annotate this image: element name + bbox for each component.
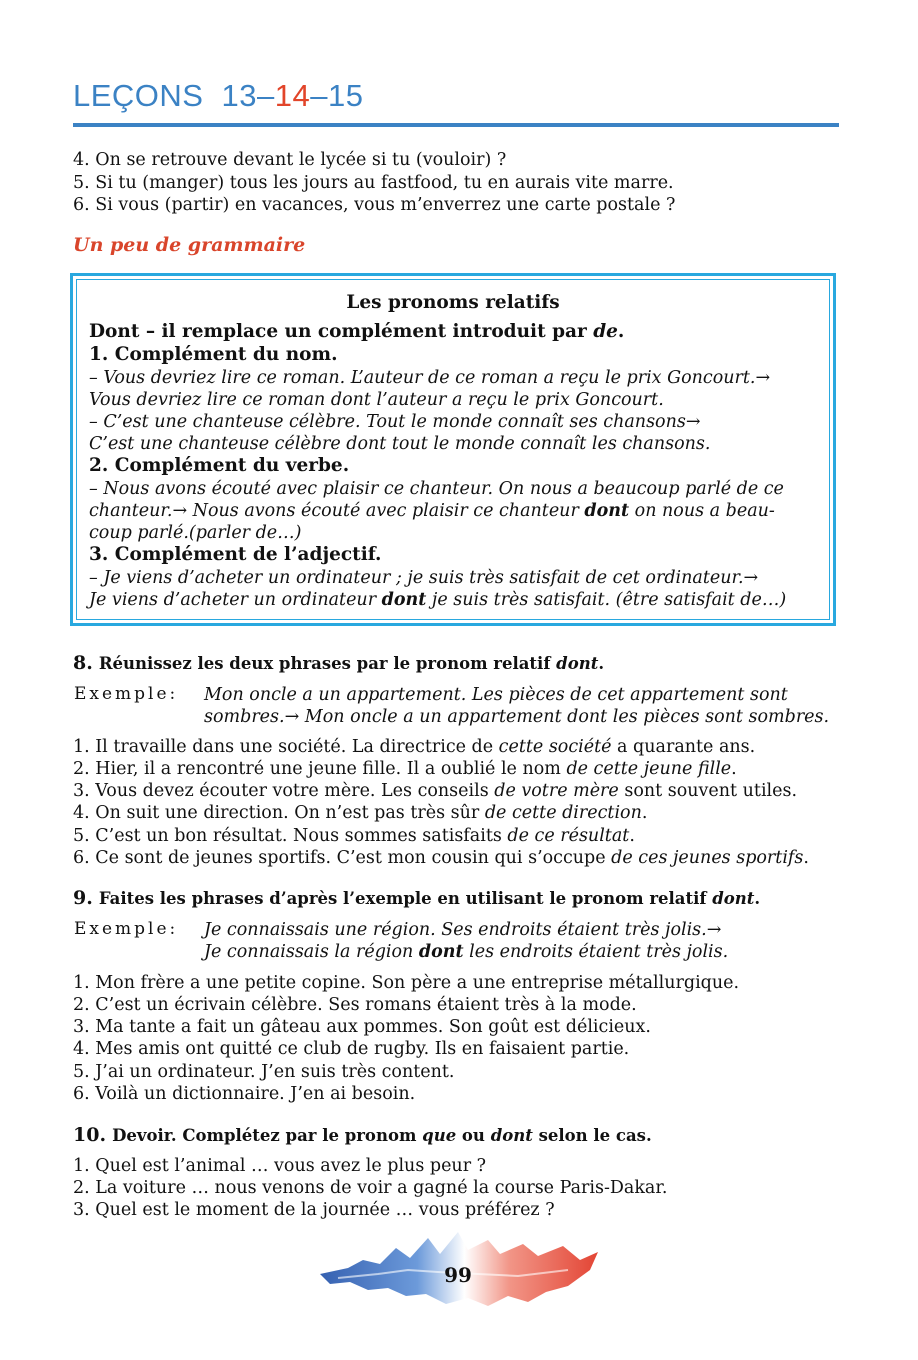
ex10-instr-d: dont (490, 1126, 533, 1145)
top-item-6: 6. Si vous (partir) en vacances, vous m’enverrez une carte postale ? (73, 195, 676, 215)
s3-dont: dont (381, 590, 427, 610)
s3-line-2 (89, 589, 786, 611)
ex8-instr-a: Réunissez les deux phrases par le pronom relatif (98, 654, 557, 673)
header-lesson-numbers (221, 78, 363, 113)
lesson-13: 13 (221, 78, 257, 113)
ex9-item-1: 1. Mon frère a une petite copine. Son père a une entreprise métallurgique. (73, 973, 740, 993)
header-word: LEÇONS (73, 78, 204, 113)
ex10-instr-c: ou (456, 1126, 491, 1145)
s2-dont: dont (584, 501, 630, 521)
grammar-box-title: Les pronoms relatifs (346, 292, 560, 313)
ex8-item-5-b: de ce résultat (507, 826, 630, 846)
ex8-example-line-1: Mon oncle a un appartement. Les pièces de cet appartement sont (204, 685, 788, 705)
ex8-item-2-c: . (731, 759, 737, 779)
lesson-14-current: 14 (274, 78, 311, 113)
ex9-item-3: 3. Ma tante a fait un gâteau aux pommes. Son goût est délicieux. (73, 1017, 651, 1037)
ex8-instr-c: . (598, 654, 605, 673)
ex9-item-5: 5. J’ai un ordinateur. J’en suis très content. (73, 1062, 455, 1082)
ex8-item-4-a: 4. On suit une direction. On n’est pas très sûr (73, 803, 485, 823)
top-item-5: 5. Si tu (manger) tous les jours au fastfood, tu en aurais vite marre. (73, 173, 674, 193)
page-number: 99 (444, 1263, 472, 1287)
ex9-example-label: Exemple: (74, 919, 179, 939)
dont-definition (89, 321, 624, 343)
top-item-4: 4. On se retrouve devant le lycée si tu (vouloir) ? (73, 150, 507, 170)
dont-def-de: de (593, 321, 618, 342)
exercise-9-number: 9. (73, 887, 93, 909)
ex8-item-2-b: de cette jeune fille (566, 759, 732, 779)
lesson-15: 15 (327, 78, 364, 113)
ex8-item-5 (73, 825, 635, 847)
ex8-item-2-a: 2. Hier, il a rencontré une jeune fille. Il a oublié le nom (73, 759, 567, 779)
ex10-item-2: 2. La voiture … nous venons de voir a gagné la course Paris-Dakar. (73, 1178, 668, 1198)
dash-2: – (310, 78, 328, 113)
s2-line-2 (89, 500, 775, 522)
s2-line-1: – Nous avons écouté avec plaisir ce chanteur. On nous a beaucoup parlé de ce (89, 479, 784, 499)
ex8-item-3-b: de votre mère (494, 781, 619, 801)
ex8-item-6-b: de ces jeunes sportifs (611, 848, 804, 868)
s1-line-4: C’est une chanteuse célèbre dont tout le monde connaît les chansons. (89, 434, 711, 454)
ex8-item-5-c: . (629, 826, 635, 846)
exercise-10-number: 10. (73, 1124, 107, 1146)
grammar-subheading: Un peu de grammaire (73, 234, 306, 256)
s2-line-2c: on nous a beau- (629, 501, 775, 521)
ex8-item-1 (73, 736, 755, 758)
ex9-instr-c: . (754, 889, 761, 908)
ex8-item-3-a: 3. Vous devez écouter votre mère. Les conseils (73, 781, 495, 801)
s1-line-2: Vous devriez lire ce roman dont l’auteur a reçu le prix Goncourt. (89, 390, 664, 410)
ex8-example-label: Exemple: (74, 684, 179, 704)
ex8-item-6-a: 6. Ce sont de jeunes sportifs. C’est mon cousin qui s’occupe (73, 848, 612, 868)
ex8-item-4 (73, 802, 647, 824)
ex8-item-1-b: cette société (498, 737, 612, 757)
s1-line-3: – C’est une chanteuse célèbre. Tout le monde connaît ses chansons→ (89, 412, 701, 432)
section-2-title: 2. Complément du verbe. (89, 455, 350, 476)
ex10-item-3: 3. Quel est le moment de la journée … vous préférez ? (73, 1200, 555, 1220)
s3-line-2c: je suis très satisfait. (être satisfait de…) (426, 590, 787, 610)
section-1-title: 1. Complément du nom. (89, 344, 338, 365)
s2-line-3: coup parlé.(parler de…) (89, 523, 302, 543)
ex8-item-5-a: 5. C’est un bon résultat. Nous sommes satisfaits (73, 826, 508, 846)
s3-line-2a: Je viens d’acheter un ordinateur (89, 590, 382, 610)
ex9-example-dont: dont (418, 942, 464, 962)
section-3-title: 3. Complément de l’adjectif. (89, 544, 382, 565)
s1-line-1: – Vous devriez lire ce roman. L’auteur de ce roman a reçu le prix Goncourt.→ (89, 368, 771, 388)
ex8-item-1-a: 1. Il travaille dans une société. La directrice de (73, 737, 499, 757)
dont-def-c: . (617, 321, 625, 342)
ex9-instr-b: dont (712, 889, 755, 908)
ex8-item-3 (73, 780, 797, 802)
ex8-instr-b: dont (556, 654, 599, 673)
ex8-item-6-c: . (803, 848, 809, 868)
s3-line-1: – Je viens d’acheter un ordinateur ; je suis très satisfait de cet ordinateur.→ (89, 568, 759, 588)
dont-def-a: Dont – il remplace un complément introduit par (89, 321, 594, 342)
ex8-example-line-2: sombres.→ Mon oncle a un appartement dont les pièces sont sombres. (204, 707, 830, 727)
ex8-item-2 (73, 758, 737, 780)
ex9-item-2: 2. C’est un écrivain célèbre. Ses romans étaient très à la mode. (73, 995, 637, 1015)
ex10-instr-a: Devoir. Complétez par le pronom (112, 1126, 423, 1145)
ex8-item-6 (73, 847, 809, 869)
exercise-8-number: 8. (73, 652, 93, 674)
ex8-item-4-c: . (641, 803, 648, 823)
s2-line-2a: chanteur.→ Nous avons écouté avec plaisir ce chanteur (89, 501, 585, 521)
ex9-example-2c: les endroits étaient très jolis. (463, 942, 729, 962)
exercise-8-title (73, 652, 604, 674)
ex10-instr-b: que (422, 1126, 457, 1145)
ex9-example-line-1: Je connaissais une région. Ses endroits étaient très jolis.→ (204, 920, 722, 940)
lesson-header (73, 78, 363, 114)
header-rule (73, 123, 839, 127)
ex9-item-6: 6. Voilà un dictionnaire. J’en ai besoin. (73, 1084, 416, 1104)
ex9-example-line-2 (204, 941, 728, 963)
exercise-9-title (73, 887, 760, 909)
ex9-item-4: 4. Mes amis ont quitté ce club de rugby. Ils en faisaient partie. (73, 1039, 630, 1059)
ex8-item-3-c: sont souvent utiles. (618, 781, 798, 801)
ex10-item-1: 1. Quel est l’animal … vous avez le plus peur ? (73, 1156, 487, 1176)
ex10-instr-e: selon le cas. (532, 1126, 652, 1145)
dash-1: – (256, 78, 275, 113)
ex8-item-4-b: de cette direction (484, 803, 642, 823)
ex8-item-1-c: a quarante ans. (611, 737, 756, 757)
ex9-example-2a: Je connaissais la région (204, 942, 419, 962)
exercise-10-title (73, 1124, 652, 1146)
ex9-instr-a: Faites les phrases d’après l’exemple en utilisant le pronom relatif (98, 889, 713, 908)
